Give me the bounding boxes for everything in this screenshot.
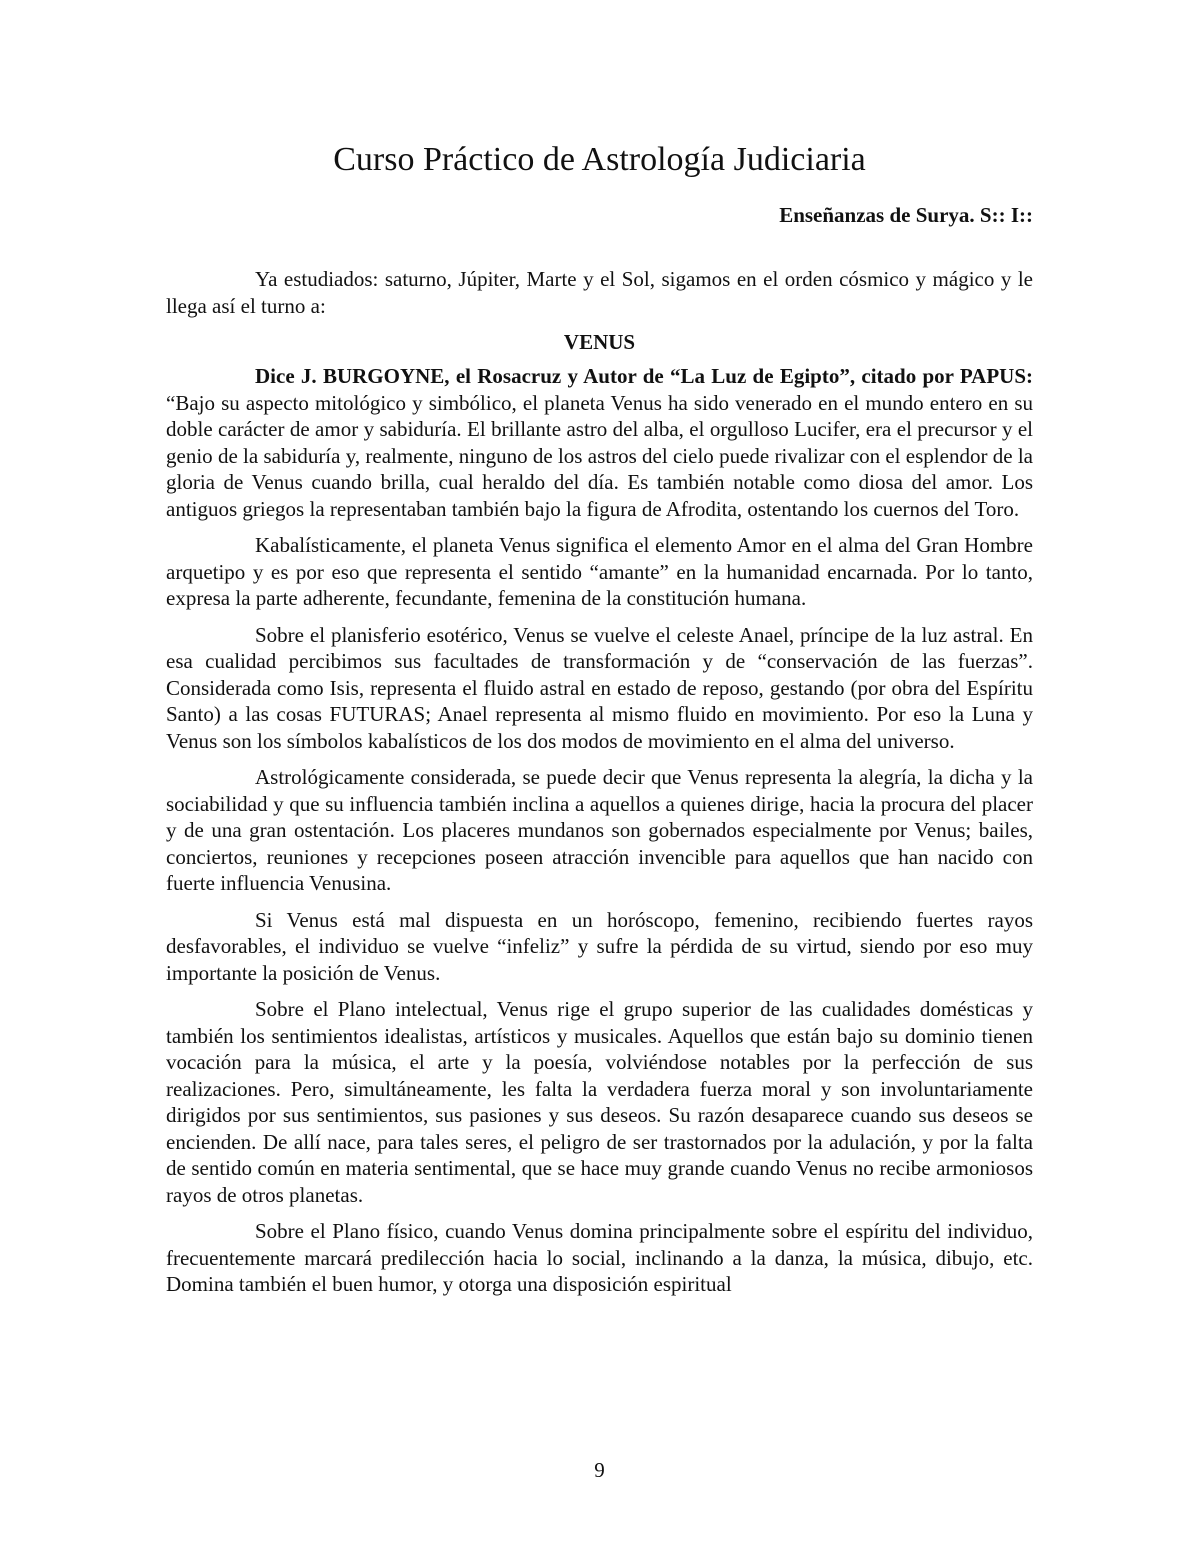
- body-paragraph: Sobre el Plano intelectual, Venus rige el grupo superior de las cualidades domésticas y también los sentimientos idealistas, artísticos y musicales. Aquellos que están bajo su dominio tienen vocación para la música, el arte y la poesía, volviéndose notables por la perfección de sus realizaciones. Pero, simultáneamente, les falta la verdadera fuerza moral y son involuntariamente dirigidos por sus sentimientos, sus pasiones y sus deseos. Su razón desaparece cuando sus deseos se encienden. De allí nace, para tales seres, el peligro de ser trastornados por la adulación, y por la falta de sentido común en materia sentimental, que se hace muy grande cuando Venus no recibe armoniosos rayos de otros planetas.: [166, 997, 1033, 1207]
- body-paragraph: Sobre el Plano físico, cuando Venus domina principalmente sobre el espíritu del individuo, frecuentemente marcará predilección hacia lo social, inclinando a la danza, la música, dibujo, etc. Domina también el buen humor, y otorga una disposición espiritual: [166, 1219, 1033, 1296]
- quote-paragraph: [166, 363, 1033, 522]
- document-title: Curso Práctico de Astrología Judiciaria: [333, 141, 866, 178]
- quote-lead: Dice J. BURGOYNE, el Rosacruz y Autor de “La Luz de Egipto”, citado por PAPUS:: [255, 364, 1033, 388]
- body-paragraph: Si Venus está mal dispuesta en un horóscopo, femenino, recibiendo fuertes rayos desfavorables, el individuo se vuelve “infeliz” y sufre la pérdida de su virtud, siendo por eso muy importante la posición de Venus.: [166, 907, 1033, 985]
- quote-text: “Bajo su aspecto mitológico y simbólico, el planeta Venus ha sido venerado en el mundo entero en su doble carácter de amor y sabiduría. El brillante astro del alba, el orgulloso Lucifer, era el precursor y el genio de la sabiduría y, realmente, ninguno de los astros del cielo puede rivalizar con el esplendor de la gloria de Venus cuando brilla, cual heraldo del día. Es también notable como diosa del amor. Los antiguos griegos la representaban también bajo la figura de Afrodita, ostentando los cuernos del Toro.: [166, 390, 1033, 521]
- document-body: [166, 266, 1033, 1308]
- document-subtitle: Enseñanzas de Surya. S:: I::: [779, 203, 1033, 227]
- intro-paragraph: Ya estudiados: saturno, Júpiter, Marte y el Sol, sigamos en el orden cósmico y mágico y le llega así el turno a:: [166, 267, 1033, 318]
- body-paragraph: Astrológicamente considerada, se puede decir que Venus representa la alegría, la dicha y la sociabilidad y que su influencia también inclina a aquellos a quienes dirige, hacia la procura del placer y de una gran ostentación. Los placeres mundanos son gobernados especialmente por Venus; bailes, conciertos, reuniones y recepciones poseen atracción invencible para aquellos que han nacido con fuerte influencia Venusina.: [166, 765, 1033, 895]
- body-paragraph: Sobre el planisferio esotérico, Venus se vuelve el celeste Anael, príncipe de la luz astral. En esa cualidad percibimos sus facultades de transformación y de “conservación de las fuerzas”. Considerada como Isis, representa el fluido astral en estado de reposo, gestando (por obra del Espíritu Santo) a las cosas FUTURAS; Anael representa al mismo fluido en movimiento. Por eso la Luna y Venus son los símbolos kabalísticos de los dos modos de movimiento en el alma del universo.: [166, 622, 1033, 753]
- page-number: 9: [594, 1458, 605, 1482]
- body-paragraph: Kabalísticamente, el planeta Venus significa el elemento Amor en el alma del Gran Hombre arquetipo y es por eso que representa el sentido “amante” en la humanidad encarnada. Por lo tanto, expresa la parte adherente, fecundante, femenina de la constitución humana.: [166, 533, 1033, 610]
- section-heading: VENUS: [563, 330, 636, 354]
